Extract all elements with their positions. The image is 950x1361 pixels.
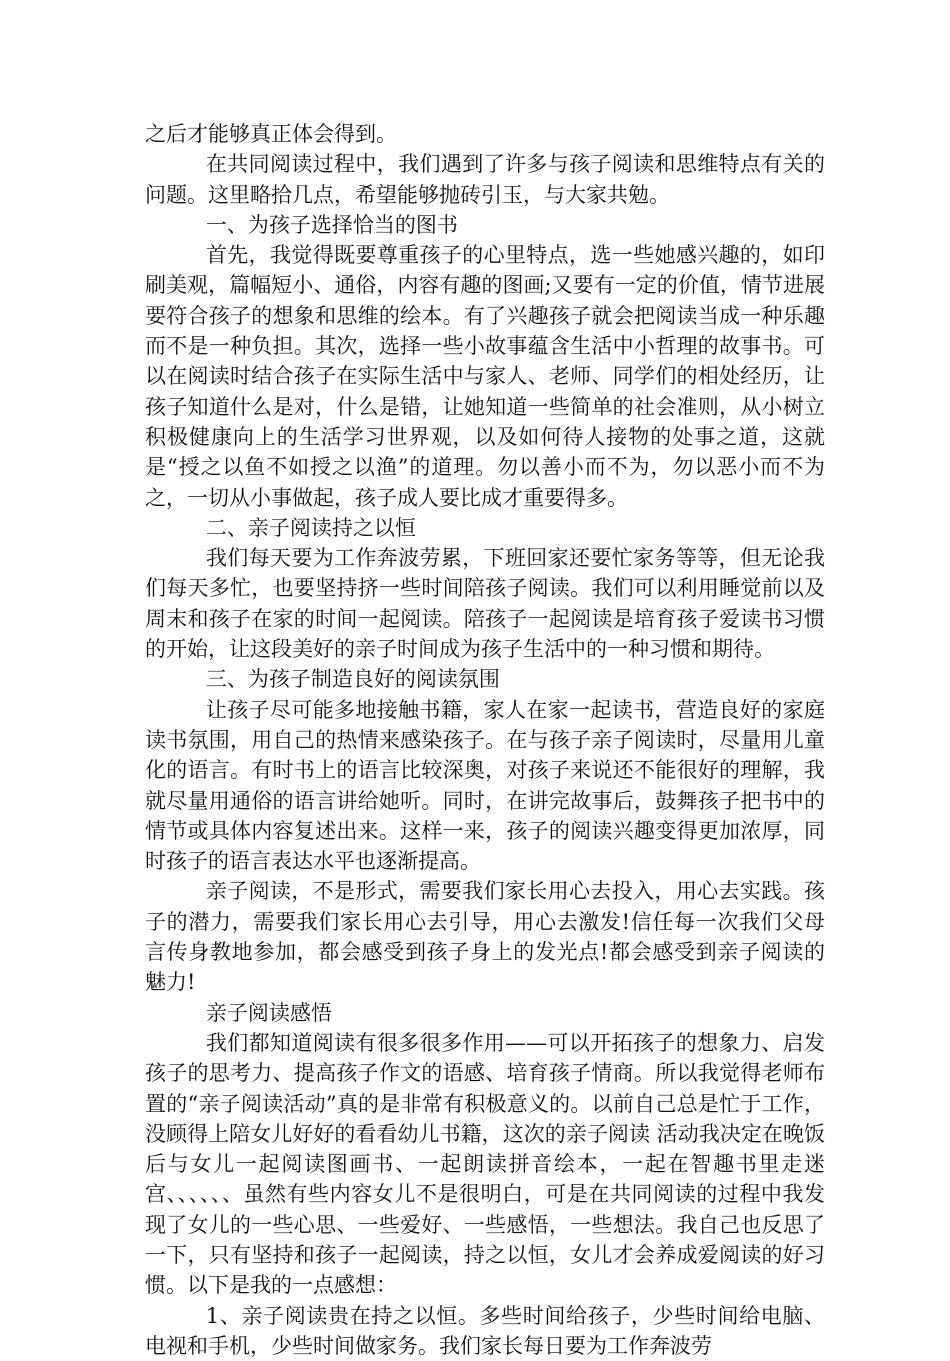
paragraph-book-choice: 首先，我觉得既要尊重孩子的心里特点，选一些她感兴趣的，如印刷美观，篇幅短小、通俗，内容有趣的图画;又要有一定的价值，情节进展要符合孩子的想象和思维的绘本。有了兴趣孩子就会把阅读当成一种乐趣而不是一种负担。其次，选择一些小故事蕴含生活中小哲理的故事书。可以在阅读时结合孩子在实际生活中与家人、老师、同学们的相处经历，让孩子知道什么是对，什么是错，让她知道一些简单的社会准则，从小树立积极健康向上的生活学习世界观，以及如何待人接物的处事之道，这就是“授之以鱼不如授之以渔”的道理。勿以善小而不为，勿以恶小而不为之，一切从小事做起，孩子成人要比成才重要得多。 <box>145 243 825 510</box>
section-heading-2: 二、亲子阅读持之以恒 <box>205 515 416 540</box>
paragraph-intro: 在共同阅读过程中，我们遇到了许多与孩子阅读和思维特点有关的问题。这里略拾几点，希望能够抛砖引玉，与大家共勉。 <box>145 152 825 207</box>
section-heading-1: 一、为孩子选择恰当的图书 <box>205 212 458 237</box>
document-page <box>145 119 825 1361</box>
paragraph-continued: 之后才能够真正体会得到。 <box>145 122 397 146</box>
section-heading-3: 三、为孩子制造良好的阅读氛围 <box>205 667 500 692</box>
paragraph-persistence: 我们每天要为工作奔波劳累，下班回家还要忙家务等等，但无论我们每天多忙，也要坚持挤一些时间陪孩子阅读。我们可以利用睡觉前以及周末和孩子在家的时间一起阅读。陪孩子一起阅读是培育孩子爱读书习惯的开始，让这段美好的亲子时间成为孩子生活中的一种习惯和期待。 <box>145 546 825 662</box>
paragraph-point-1: 1、亲子阅读贵在持之以恒。多些时间给孩子，少些时间给电脑、电视和手机，少些时间做家务。我们家长每日要为工作奔波劳 <box>145 1303 825 1358</box>
paragraph-reflection: 我们都知道阅读有很多很多作用——可以开拓孩子的想象力、启发孩子的思考力、提高孩子作文的语感、培育孩子情商。所以我觉得老师布置的“亲子阅读活动”真的是非常有积极意义的。以前自己总是忙于工作，没顾得上陪女儿好好的看看幼儿书籍，这次的亲子阅读 活动我决定在晚饭后与女儿一起阅读图画书、一起朗读拼音绘本，一起在智趣书里走迷宫、、、、、、虽然有些内容女儿不是很明白，可是在共同阅读的过程中我发现了女儿的一些心思、一些爱好、一些感悟，一些想法。我自己也反思了一下，只有坚持和孩子一起阅读，持之以恒，女儿才会养成爱阅读的好习惯。以下是我的一点感想： <box>145 1030 825 1298</box>
section-heading-reflection: 亲子阅读感悟 <box>205 1000 332 1025</box>
paragraph-atmosphere: 让孩子尽可能多地接触书籍，家人在家一起读书，营造良好的家庭读书氛围，用自己的热情来感染孩子。在与孩子亲子阅读时，尽量用儿童化的语言。有时书上的语言比较深奥，对孩子来说还不能很好的理解，我就尽量用通俗的语言讲给她听。同时，在讲完故事后，鼓舞孩子把书中的情节或具体内容复述出来。这样一来，孩子的阅读兴趣变得更加浓厚，同时孩子的语言表达水平也逐渐提高。 <box>145 697 825 874</box>
paragraph-summary: 亲子阅读，不是形式，需要我们家长用心去投入，用心去实践。孩子的潜力，需要我们家长用心去引导，用心去激发!信任每一次我们父母言传身教地参加，都会感受到孩子身上的发光点!都会感受到亲子阅读的魅力! <box>145 879 825 995</box>
